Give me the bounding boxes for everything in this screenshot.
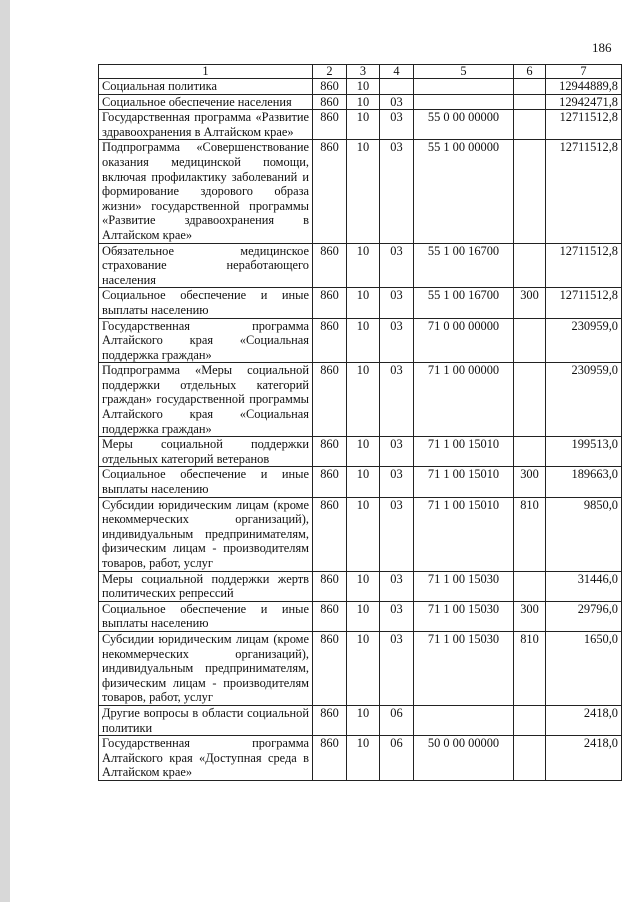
table-row [99,571,622,601]
row-admin-code: 860 [313,79,347,95]
row-name: Меры социальной поддержки отдельных категорий ветеранов [99,437,313,467]
row-section: 10 [347,243,380,288]
row-admin-code: 860 [313,601,347,631]
table-row [99,497,622,571]
row-expense-type: 300 [514,288,546,318]
row-subsection: 03 [380,363,414,437]
row-admin-code: 860 [313,243,347,288]
row-expense-type [514,79,546,95]
row-name: Социальное обеспечение населения [99,94,313,110]
row-name: Подпрограмма «Совершенствование оказания медицинской помощи, включая профилактику заболеваний и формирование здорового образа жизни» государственной программы «Развитие здравоохранения в Алтайском крае» [99,140,313,243]
row-section: 10 [347,467,380,497]
col-header-3: 3 [347,65,380,79]
row-subsection: 03 [380,601,414,631]
row-section: 10 [347,94,380,110]
row-section: 10 [347,705,380,735]
table-row [99,288,622,318]
col-header-5: 5 [414,65,514,79]
row-expense-type [514,140,546,243]
table-row [99,467,622,497]
row-section: 10 [347,437,380,467]
row-amount: 199513,0 [546,437,622,467]
row-target-article: 55 1 00 16700 [414,243,514,288]
row-target-article: 71 0 00 00000 [414,318,514,363]
row-target-article: 55 1 00 16700 [414,288,514,318]
row-expense-type [514,705,546,735]
row-target-article: 55 1 00 00000 [414,140,514,243]
row-amount: 31446,0 [546,571,622,601]
row-name: Обязательное медицинское страхование неработающего населения [99,243,313,288]
row-section: 10 [347,140,380,243]
row-admin-code: 860 [313,140,347,243]
row-name: Государственная программа «Развитие здравоохранения в Алтайском крае» [99,110,313,140]
row-section: 10 [347,79,380,95]
row-amount: 12711512,8 [546,140,622,243]
row-amount: 9850,0 [546,497,622,571]
row-amount: 189663,0 [546,467,622,497]
row-section: 10 [347,288,380,318]
row-admin-code: 860 [313,110,347,140]
row-subsection: 03 [380,288,414,318]
row-subsection: 03 [380,631,414,705]
row-target-article: 71 1 00 15010 [414,437,514,467]
row-name: Социальное обеспечение и иные выплаты населению [99,288,313,318]
row-subsection: 03 [380,140,414,243]
row-expense-type [514,318,546,363]
row-section: 10 [347,318,380,363]
row-target-article: 71 1 00 15030 [414,631,514,705]
table-row [99,363,622,437]
table-row [99,243,622,288]
row-amount: 12711512,8 [546,288,622,318]
row-amount: 2418,0 [546,705,622,735]
row-admin-code: 860 [313,571,347,601]
row-expense-type: 300 [514,601,546,631]
row-subsection [380,79,414,95]
row-name: Государственная программа Алтайского края «Социальная поддержка граждан» [99,318,313,363]
row-admin-code: 860 [313,363,347,437]
row-expense-type [514,110,546,140]
row-expense-type [514,243,546,288]
row-expense-type [514,571,546,601]
row-admin-code: 860 [313,631,347,705]
header-row [99,65,622,79]
row-subsection: 03 [380,497,414,571]
row-amount: 12942471,8 [546,94,622,110]
row-expense-type: 300 [514,467,546,497]
row-section: 10 [347,363,380,437]
table-row [99,94,622,110]
row-subsection: 03 [380,318,414,363]
table-row [99,437,622,467]
table-row [99,736,622,781]
row-target-article [414,79,514,95]
row-amount: 230959,0 [546,363,622,437]
col-header-4: 4 [380,65,414,79]
row-target-article: 50 0 00 00000 [414,736,514,781]
row-subsection: 06 [380,736,414,781]
row-expense-type [514,736,546,781]
row-section: 10 [347,736,380,781]
col-header-7: 7 [546,65,622,79]
row-expense-type [514,363,546,437]
row-subsection: 06 [380,705,414,735]
row-name: Меры социальной поддержки жертв политических репрессий [99,571,313,601]
row-section: 10 [347,631,380,705]
row-subsection: 03 [380,437,414,467]
budget-table [98,64,622,781]
table-row [99,318,622,363]
row-target-article [414,705,514,735]
table-row [99,631,622,705]
row-subsection: 03 [380,94,414,110]
row-name: Государственная программа Алтайского края «Доступная среда в Алтайском крае» [99,736,313,781]
row-admin-code: 860 [313,736,347,781]
row-target-article: 71 1 00 15010 [414,497,514,571]
row-name: Социальная политика [99,79,313,95]
col-header-2: 2 [313,65,347,79]
row-name: Социальное обеспечение и иные выплаты населению [99,467,313,497]
row-admin-code: 860 [313,318,347,363]
row-amount: 2418,0 [546,736,622,781]
row-subsection: 03 [380,110,414,140]
row-target-article: 55 0 00 00000 [414,110,514,140]
row-name: Подпрограмма «Меры социальной поддержки отдельных категорий граждан» государственной программы Алтайского края «Социальная поддержка граждан» [99,363,313,437]
row-subsection: 03 [380,243,414,288]
row-amount: 1650,0 [546,631,622,705]
row-expense-type [514,437,546,467]
table-row [99,140,622,243]
row-admin-code: 860 [313,94,347,110]
table-row [99,79,622,95]
row-amount: 230959,0 [546,318,622,363]
row-target-article: 71 1 00 15030 [414,571,514,601]
row-name: Другие вопросы в области социальной политики [99,705,313,735]
col-header-6: 6 [514,65,546,79]
row-admin-code: 860 [313,705,347,735]
table-row [99,110,622,140]
row-expense-type [514,94,546,110]
row-name: Социальное обеспечение и иные выплаты населению [99,601,313,631]
row-section: 10 [347,571,380,601]
row-amount: 12711512,8 [546,110,622,140]
row-target-article: 71 1 00 15030 [414,601,514,631]
row-expense-type: 810 [514,631,546,705]
row-section: 10 [347,497,380,571]
row-expense-type: 810 [514,497,546,571]
row-admin-code: 860 [313,288,347,318]
row-target-article [414,94,514,110]
row-admin-code: 860 [313,467,347,497]
scan-edge [0,0,10,902]
row-section: 10 [347,601,380,631]
row-target-article: 71 1 00 15010 [414,467,514,497]
col-header-1: 1 [99,65,313,79]
row-section: 10 [347,110,380,140]
row-amount: 12711512,8 [546,243,622,288]
row-amount: 12944889,8 [546,79,622,95]
row-name: Субсидии юридическим лицам (кроме некоммерческих организаций), индивидуальным предпринимателям, физическим лицам - производителям товаров, работ, услуг [99,631,313,705]
row-admin-code: 860 [313,497,347,571]
row-target-article: 71 1 00 00000 [414,363,514,437]
table-row [99,601,622,631]
row-admin-code: 860 [313,437,347,467]
row-name: Субсидии юридическим лицам (кроме некоммерческих организаций), индивидуальным предпринимателям, физическим лицам - производителям товаров, работ, услуг [99,497,313,571]
table-row [99,705,622,735]
row-subsection: 03 [380,467,414,497]
row-subsection: 03 [380,571,414,601]
row-amount: 29796,0 [546,601,622,631]
page-number: 186 [592,40,612,55]
